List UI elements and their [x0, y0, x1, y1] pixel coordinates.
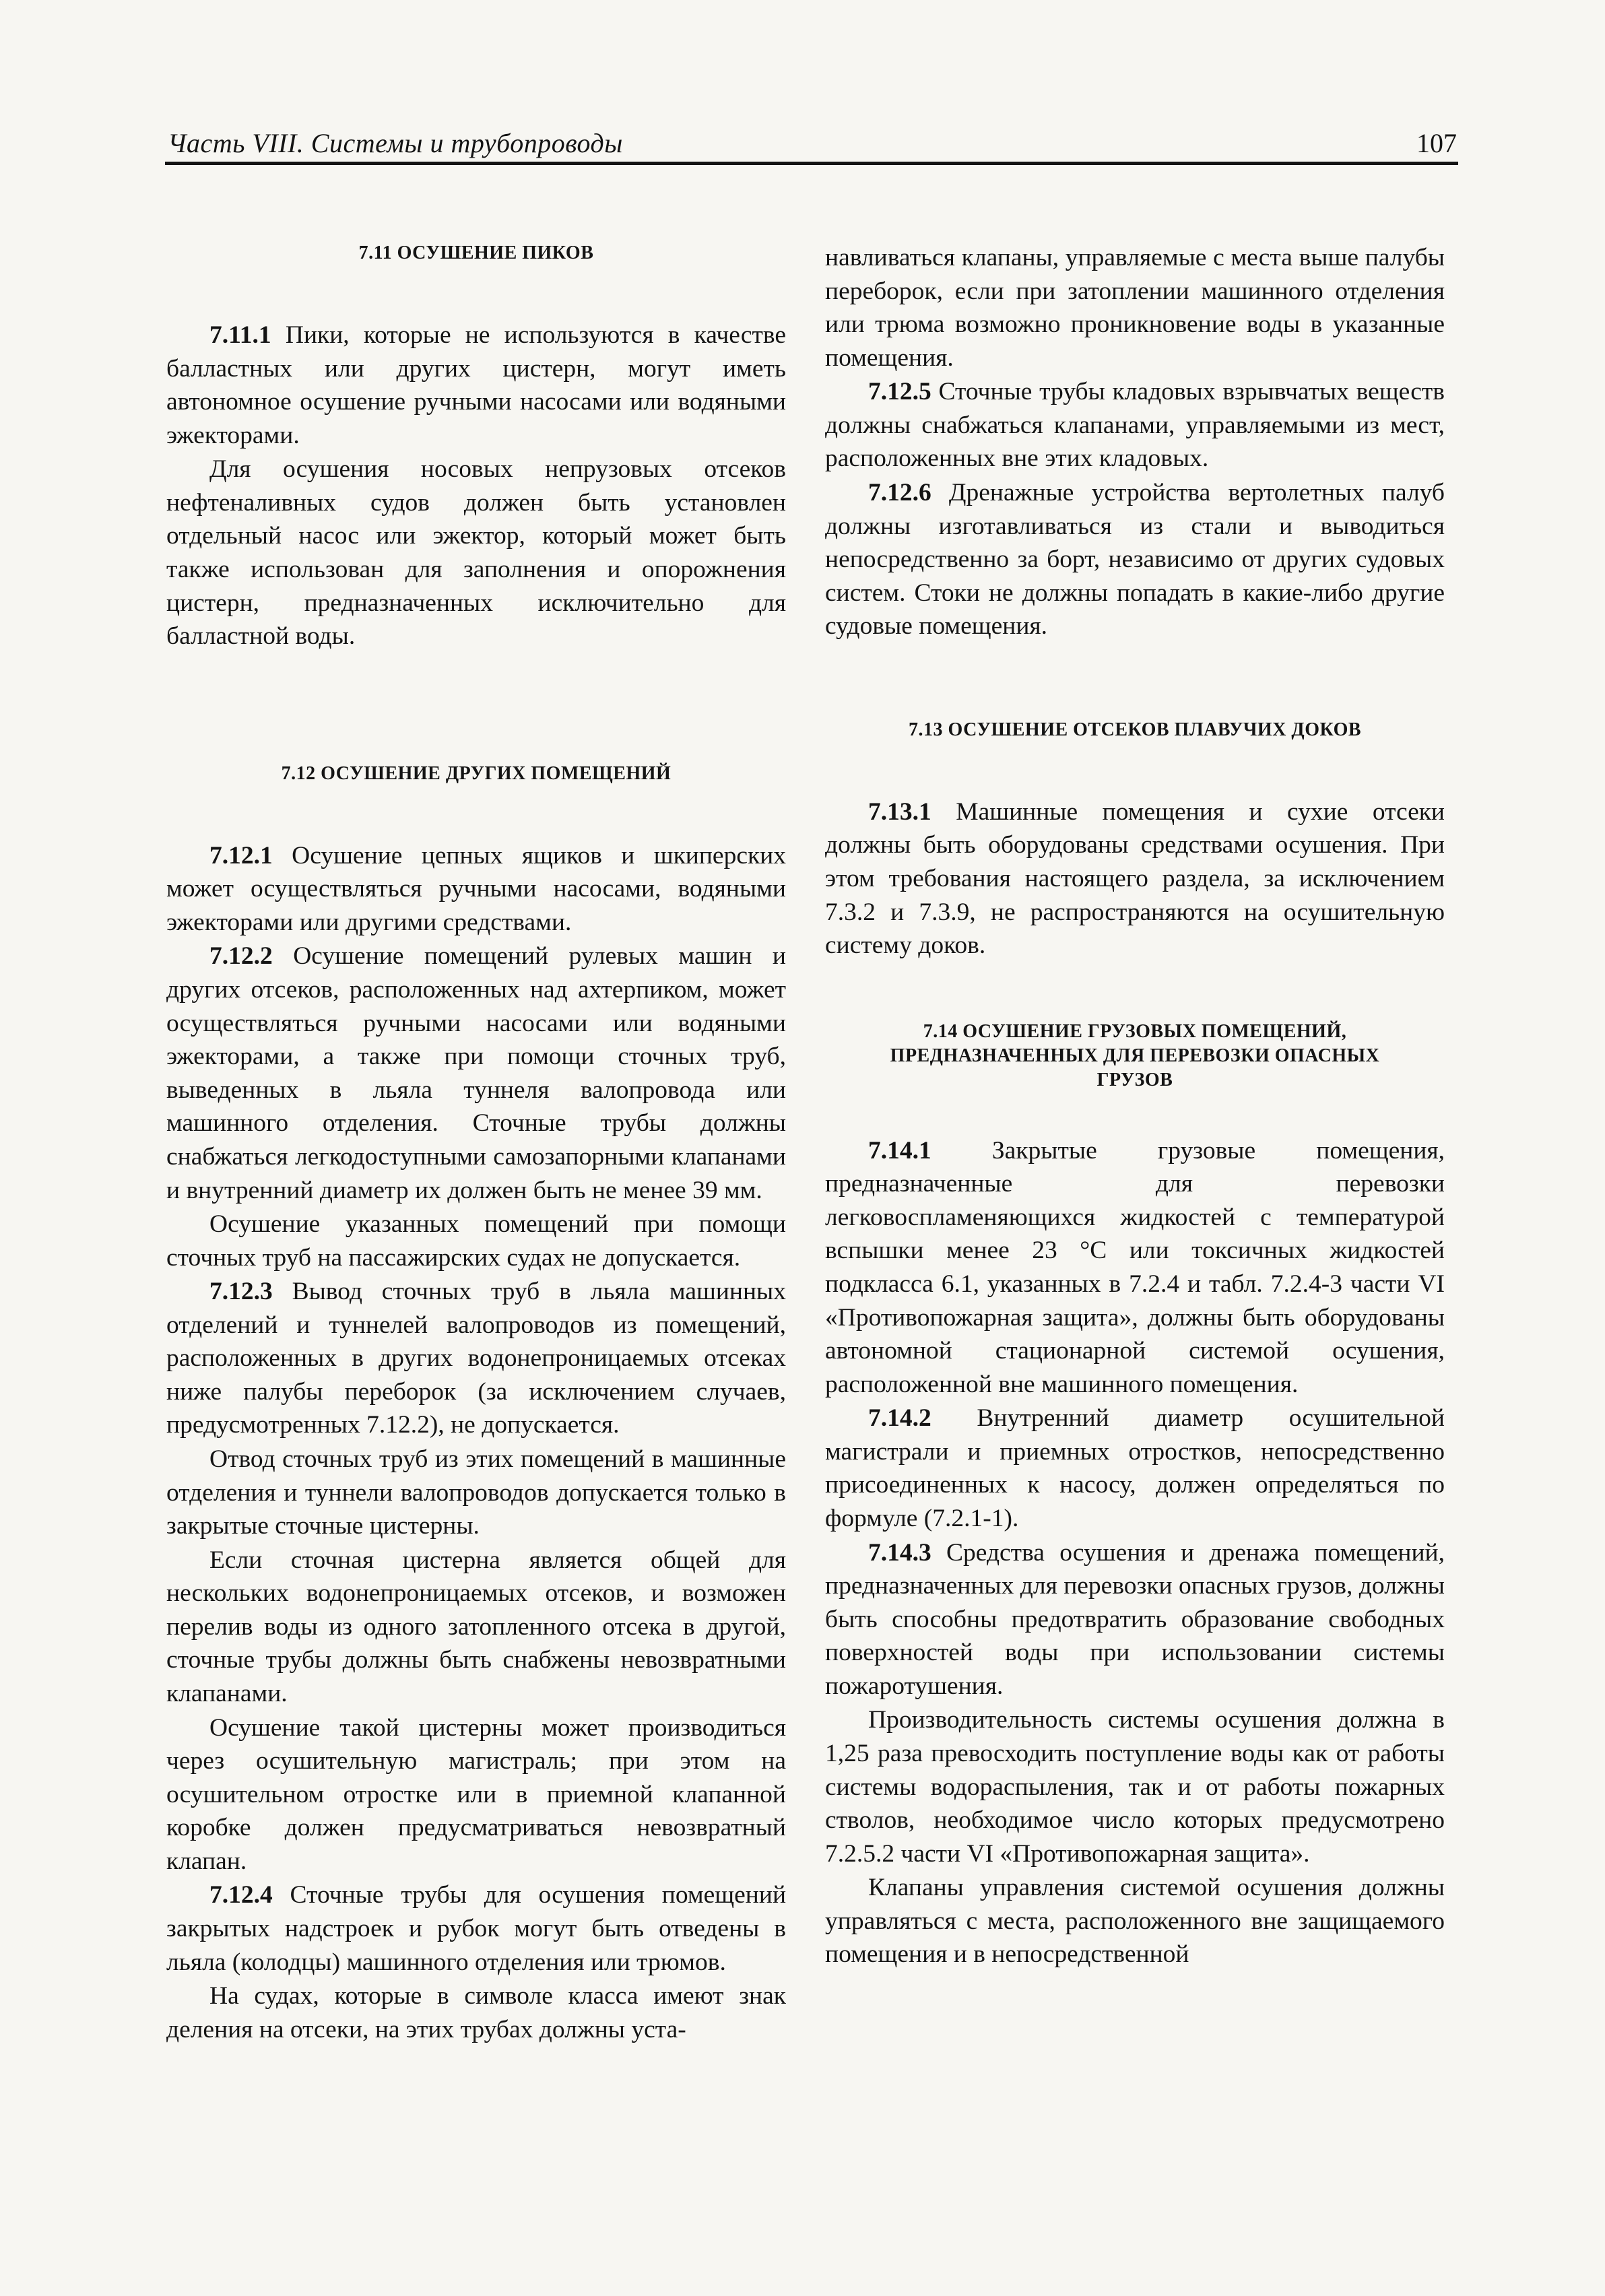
paragraph: На судах, которые в символе класса имеют знак деления на отсеки, на этих трубах должны уста- — [166, 1982, 786, 2043]
running-header — [165, 128, 1458, 165]
paragraph-text: Вывод сточных труб в льяла машинных отделений и туннелей валопроводов из помещений, расположенных в других водонепроницаемых отсеках ниже палубы переборок (за исключением случаев, предусмотренных 7.12.2), не допускается. — [166, 1278, 786, 1439]
paragraph-text: Осушение цепных ящиков и шкиперских может осуществляться ручными насосами, водяными эжекторами или другими средствами. — [166, 841, 787, 936]
paragraph-text: Пики, которые не используются в качестве балластных или других цистерн, могут иметь автономное осушение ручными насосами или водяными эжекторами. — [166, 321, 786, 449]
paragraph-text: Закрытые грузовые помещения, предназначенные для перевозки легковоспламеняющихся жидкостей с температурой вспышки менее 23 °С или токсичных жидкостей подкласса 6.1, указанных в 7.2.4 и табл. 7.2.4-3 части VI «Противопожарная защита», должны быть оборудованы автономной стационарной системой осушения, расположенной вне машинного помещения. — [825, 1136, 1445, 1398]
clause-number: 7.13.1 — [868, 797, 931, 826]
right-column — [825, 241, 1445, 1972]
paragraph: Клапаны управления системой осушения должны управляться с места, расположенного вне защищаемого помещения и в непосредственной — [825, 1874, 1445, 1969]
clause-number: 7.12.3 — [209, 1278, 273, 1306]
paragraph-continued: навливаться клапаны, управляемые с места выше палубы переборок, если при затоплении машинного отделения или трюма возможно проникновение воды в указанные помещения. — [825, 244, 1445, 372]
clause-number: 7.11.1 — [209, 321, 271, 349]
paragraph-7-14-1 — [825, 1134, 1445, 1402]
clause-number: 7.12.2 — [209, 942, 273, 971]
section-heading-7-14: 7.14 ОСУШЕНИЕ ГРУЗОВЫХ ПОМЕЩЕНИЙ, ПРЕДНАЗНАЧЕННЫХ ДЛЯ ПЕРЕВОЗКИ ОПАСНЫХ ГРУЗОВ — [890, 1020, 1380, 1090]
paragraph-text: Осушение помещений рулевых машин и других отсеков, расположенных над ахтерпиком, может осуществляться ручными насосами или водяными эжекторами, а также при помощи сточных труб, выведенных в льяла туннеля валопровода или машинного отделения. Сточные трубы должны снабжаться легкодоступными самозапорными клапанами и внутренний диаметр их должен быть не менее 39 мм. — [166, 942, 786, 1204]
clause-number: 7.14.1 — [868, 1136, 931, 1165]
paragraph-7-12-5 — [825, 375, 1445, 475]
clause-number: 7.12.4 — [209, 1881, 273, 1909]
paragraph-7-11-1 — [166, 319, 786, 452]
paragraph-7-12-6 — [825, 476, 1445, 643]
paragraph-text: Сточные трубы для осушения помещений закрытых надстроек и рубок могут быть отведены в льяла (колодцы) машинного отделения или трюмов. — [166, 1881, 787, 1976]
clause-number: 7.12.6 — [868, 478, 931, 506]
section-heading-7-12: 7.12 ОСУШЕНИЕ ДРУГИХ ПОМЕЩЕНИЙ — [281, 762, 672, 784]
paragraph: Если сточная цистерна является общей для нескольких водонепроницаемых отсеков, и возможен перелив воды из одного затопленного отсека в другой, сточные трубы должны быть снабжены невозвратными клапанами. — [166, 1546, 786, 1708]
header-title: Часть VIII. Системы и трубопроводы — [168, 128, 623, 158]
paragraph-7-13-1 — [825, 795, 1445, 962]
clause-number: 7.14.3 — [868, 1538, 931, 1567]
paragraph: Осушение указанных помещений при помощи сточных труб на пассажирских судах не допускается. — [166, 1210, 786, 1272]
clause-number: 7.12.1 — [209, 841, 273, 870]
clause-number: 7.14.2 — [868, 1404, 931, 1433]
paragraph-7-14-3 — [825, 1536, 1445, 1703]
paragraph-text: Машинные помещения и сухие отсеки должны быть оборудованы средствами осушения. При этом требования настоящего раздела, за исключением 7.3.2 и 7.3.9, не распространяются на осушительную систему доков. — [825, 797, 1445, 960]
paragraph: Производительность системы осушения должна в 1,25 раза превосходить поступление воды как от работы системы водораспыления, так и от работы пожарных стволов, необходимое число которых предусмотрено 7.2.5.2 части VI «Противопожарная защита». — [825, 1706, 1445, 1868]
paragraph-text: Дренажные устройства вертолетных палуб должны изготавливаться из стали и выводиться непосредственно за борт, независимо от других судовых систем. Стоки не должны попадать в какие-либо другие судовые помещения. — [825, 478, 1445, 641]
clause-number: 7.12.5 — [868, 378, 931, 406]
section-heading-7-13: 7.13 ОСУШЕНИЕ ОТСЕКОВ ПЛАВУЧИХ ДОКОВ — [908, 719, 1362, 740]
paragraph: Осушение такой цистерны может производиться через осушительную магистраль; при этом на осушительном отростке или в приемной клапанной коробке должен предусматриваться невозвратный клапан. — [166, 1713, 786, 1875]
paragraph-text: Внутренний диаметр осушительной магистрали и приемных отростков, непосредственно присоединенных к насосу, должен определяться по формуле (7.2.1-1). — [825, 1404, 1445, 1533]
paragraph-text: Средства осушения и дренажа помещений, предназначенных для перевозки опасных грузов, должны быть способны предотвратить образование свободных поверхностей воды при использовании системы пожаротушения. — [825, 1538, 1445, 1700]
paragraph-7-12-3 — [166, 1275, 786, 1442]
paragraph-7-14-2 — [825, 1402, 1445, 1535]
left-column — [166, 241, 786, 2047]
page-number: 107 — [1416, 128, 1457, 158]
paragraph-text: Сточные трубы кладовых взрывчатых веществ должны снабжаться клапанами, управляемыми из мест, расположенных вне этих кладовых. — [825, 378, 1445, 473]
paragraph: Для осушения носовых непрузовых отсеков нефтеналивных судов должен быть установлен отдельный насос или эжектор, который может быть также использован для заполнения и опорожнения цистерн, предназначенных исключительно для балластной воды. — [166, 455, 786, 651]
paragraph-7-12-4 — [166, 1878, 786, 1979]
paragraph-7-12-1 — [166, 839, 786, 940]
paragraph-7-12-2 — [166, 940, 786, 1207]
paragraph: Отвод сточных труб из этих помещений в машинные отделения и туннели валопроводов допускается только в закрытые сточные цистерны. — [166, 1445, 786, 1540]
section-heading-7-11: 7.11 ОСУШЕНИЕ ПИКОВ — [358, 242, 594, 263]
